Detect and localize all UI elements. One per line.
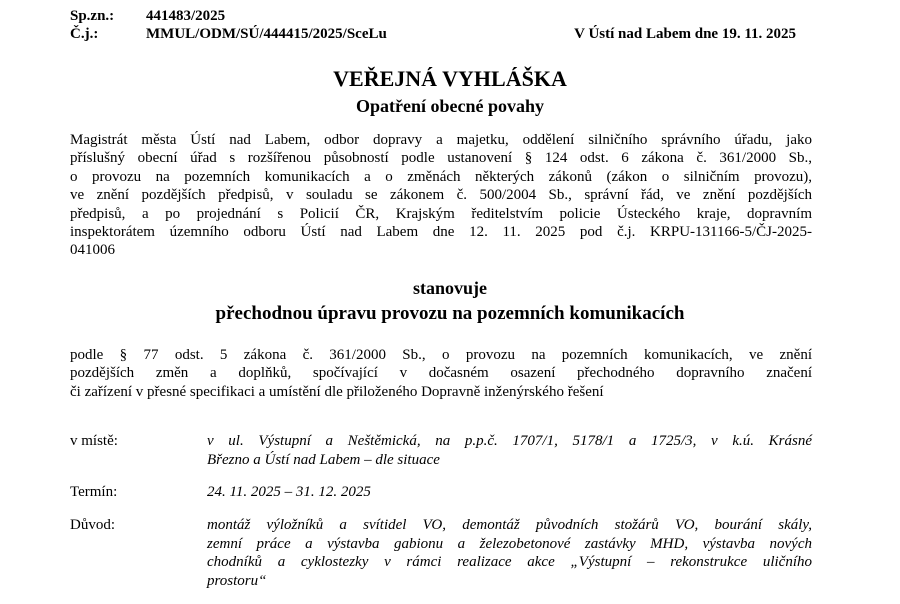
reason-label: Důvod: [70, 517, 115, 533]
basis-paragraph [70, 346, 812, 401]
term-line: 24. 11. 2025 – 31. 12. 2025 [207, 484, 371, 500]
basis-line: či zařízení v přesné specifikaci a umístění dle přiloženého Dopravně inženýrského řešení [70, 383, 604, 400]
basis-line: podle § 77 odst. 5 zákona č. 361/2000 Sb., o provozu na pozemních komunikacích, ve znění [70, 347, 812, 363]
reference-number-value: MMUL/ODM/SÚ/444415/2025/SceLu [146, 26, 387, 42]
document-title: VEŘEJNÁ VYHLÁŠKA [333, 66, 567, 91]
place-and-date: V Ústí nad Labem dne 19. 11. 2025 [574, 26, 796, 42]
term-label: Termín: [70, 484, 118, 500]
file-number-label: Sp.zn.: [70, 8, 115, 24]
reference-number-label: Č.j.: [70, 26, 99, 42]
reason-line: chodníků a cyklostezky v rámci realizace akce „Výstupní – rekonstrukce uličního [207, 554, 812, 571]
intro-line: 041006 [70, 242, 115, 259]
decision-subject: přechodnou úpravu provozu na pozemních komunikacích [215, 303, 685, 324]
term-value [207, 483, 812, 502]
document-subtitle: Opatření obecné povahy [355, 96, 544, 116]
reason-value [207, 516, 812, 590]
place-value [207, 432, 812, 469]
intro-line: o provozu na pozemních komunikacích a o změnách některých zákonů (zákon o silničním provozu), [70, 168, 812, 185]
decision-verb: stanovuje [412, 278, 487, 298]
reason-line: prostoru“ [207, 572, 267, 589]
place-label: v místě: [70, 433, 118, 449]
intro-line: předpisů, a po projednání s Policií ČR, Krajským ředitelstvím policie Ústeckého kraje, dopravním [70, 205, 812, 222]
intro-line: příslušný obecní úřad s rozšířenou působností podle ustanovení § 124 odst. 6 zákona č. 361/2000 Sb., [70, 150, 812, 167]
reason-line: montáž výložníků a svítidel VO, demontáž původních stožárů VO, bourání skály, [207, 517, 812, 533]
intro-line: ve znění pozdějších předpisů, v souladu se zákonem č. 500/2004 Sb., správní řád, ve znění pozdějších [70, 187, 812, 204]
file-number-value: 441483/2025 [146, 8, 226, 24]
place-line: Březno a Ústí nad Labem – dle situace [207, 451, 440, 468]
place-line: v ul. Výstupní a Neštěmická, na p.p.č. 1707/1, 5178/1 a 1725/3, v k.ú. Krásné [207, 433, 812, 449]
reason-line: zemní práce a výstavba gabionu a železobetonové zastávky MHD, výstavba nových [207, 535, 812, 552]
intro-line: Magistrát města Ústí nad Labem, odbor dopravy a majetku, oddělení silničního správního úřadu, jako [70, 132, 812, 148]
intro-paragraph [70, 131, 812, 260]
basis-line: pozdějších změn a doplňků, spočívající v dočasném osazení přechodného dopravního značení [70, 365, 812, 382]
intro-line: inspektorátem územního odboru Ústí nad Labem dne 12. 11. 2025 pod č.j. KRPU-131166-5/ČJ-2025- [70, 224, 812, 241]
